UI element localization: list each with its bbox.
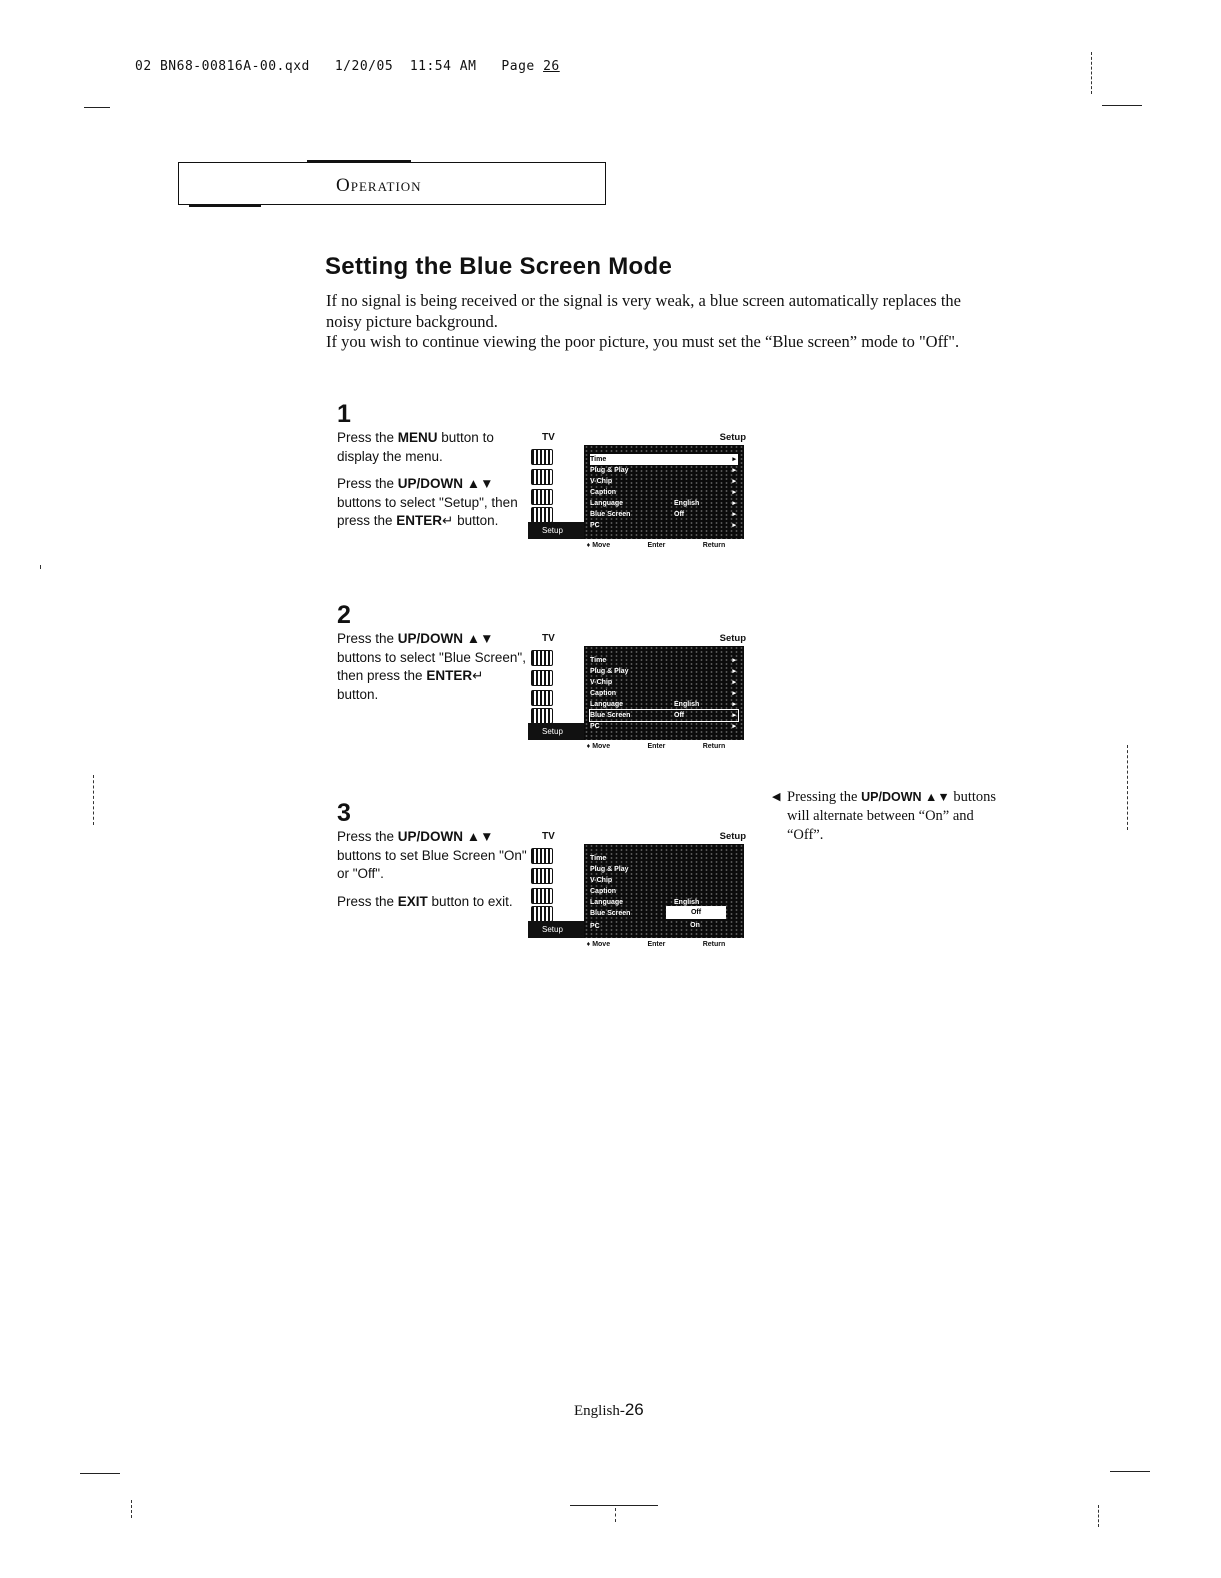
osd-tv-label: TV — [542, 831, 555, 842]
osd-setup-label: Setup — [719, 432, 746, 443]
step-3-number: 3 — [337, 799, 351, 827]
osd-footer-move: ♦ Move — [586, 743, 611, 750]
picture-icon — [531, 650, 553, 666]
osd-item-pc: PC ▸ — [590, 522, 736, 529]
crop-mark — [84, 107, 110, 108]
sound-icon — [531, 888, 553, 904]
osd-item-vchip: V-Chip ▸ — [590, 679, 736, 686]
osd-item-pc: PC — [590, 923, 600, 930]
osd-item-time: Time ▸ — [590, 456, 736, 463]
osd-screenshot-3 — [528, 831, 760, 957]
osd-item-blue-screen: Blue Screen Off ▸ — [590, 511, 736, 518]
osd-screenshot-1 — [528, 432, 760, 558]
osd-footer-enter: Enter — [647, 743, 666, 750]
page-title: Setting the Blue Screen Mode — [325, 253, 673, 280]
crop-mark — [1102, 105, 1142, 106]
osd-footer-move: ♦ Move — [586, 941, 611, 948]
print-header — [135, 59, 560, 74]
osd-item-caption: Caption ▸ — [590, 489, 736, 496]
osd-setup-label: Setup — [719, 633, 746, 644]
osd-setup-tab: Setup — [528, 522, 584, 539]
osd-option-on: On — [690, 922, 700, 929]
osd-item-language: Language English ▸ — [590, 701, 736, 708]
section-header — [178, 162, 606, 205]
pointer-triangle-icon: ◀ — [772, 791, 781, 803]
osd-item-time: Time — [590, 855, 607, 862]
osd-item-caption: Caption — [590, 888, 617, 895]
step-1-instruction-1: Press the MENU button to display the menu. — [337, 430, 494, 464]
osd-footer-return: Return — [702, 743, 726, 750]
crop-mark — [615, 1508, 616, 1522]
up-down-key: UP/DOWN ▲▼ — [397, 631, 494, 646]
enter-key: ENTER — [396, 513, 443, 528]
osd-item-blue-screen: Blue Screen Off ▸ — [590, 712, 736, 719]
step-3-instruction-1: Press the UP/DOWN ▲▼ buttons to set Blue Screen "On" or "Off". — [337, 829, 527, 881]
channel-icon — [531, 469, 553, 485]
osd-item-vchip: V-Chip — [590, 877, 613, 884]
crop-mark — [570, 1505, 658, 1506]
step-3-instruction-2: Press the EXIT button to exit. — [337, 893, 513, 909]
decorative-rule — [307, 160, 411, 162]
step-1-instruction-2: Press the UP/DOWN ▲▼ buttons to select "Setup", then press the ENTER↵ button. — [337, 476, 518, 528]
osd-setup-tab: Setup — [528, 723, 584, 740]
print-page-label: Page — [501, 59, 535, 74]
print-file: 02 BN68-00816A-00.qxd — [135, 59, 310, 74]
osd-menu-panel — [584, 445, 744, 539]
osd-item-caption: Caption ▸ — [590, 690, 736, 697]
setup-icon — [531, 507, 553, 523]
picture-icon — [531, 449, 553, 465]
osd-menu-panel — [584, 646, 744, 740]
up-down-key: UP/DOWN ▲▼ — [397, 829, 494, 844]
osd-item-plug-play: Plug & Play — [590, 866, 629, 873]
osd-item-language: Language English — [590, 899, 700, 906]
osd-setup-label: Setup — [719, 831, 746, 842]
osd-footer — [568, 743, 744, 750]
section-label: Operation — [336, 175, 422, 196]
step-2-number: 2 — [337, 601, 351, 629]
crop-mark — [80, 1473, 120, 1474]
print-date: 1/20/05 — [334, 59, 394, 74]
sound-icon — [531, 489, 553, 505]
print-time: 11:54 AM — [409, 59, 477, 74]
osd-footer-enter: Enter — [647, 542, 666, 549]
osd-footer-enter: Enter — [647, 941, 666, 948]
menu-key: MENU — [397, 430, 438, 445]
osd-tv-label: TV — [542, 432, 555, 443]
decorative-rule — [189, 205, 261, 207]
step-3-text — [337, 828, 527, 920]
osd-footer-return: Return — [702, 941, 726, 948]
crop-mark — [1091, 52, 1092, 94]
osd-sidebar — [528, 646, 584, 740]
step-1-text — [337, 429, 527, 540]
osd-menu-panel — [584, 844, 744, 938]
osd-item-pc: PC ▸ — [590, 723, 736, 730]
osd-footer-move: ♦ Move — [586, 542, 611, 549]
intro-paragraph-2: If you wish to continue viewing the poor picture, you must set the “Blue screen” mode to "Off". — [326, 332, 960, 351]
setup-icon — [531, 906, 553, 922]
intro-text — [326, 291, 976, 353]
side-note-text: Pressing the UP/DOWN ▲▼ buttons will alternate between “On” and “Off”. — [787, 789, 997, 843]
osd-screenshot-2 — [528, 633, 760, 759]
page-number: English-26 — [574, 1400, 644, 1419]
print-page-num: 26 — [543, 59, 560, 74]
step-2-instruction-1: Press the UP/DOWN ▲▼ buttons to select "Blue Screen", then press the ENTER↵ button. — [337, 631, 526, 702]
osd-sidebar — [528, 445, 584, 539]
picture-icon — [531, 848, 553, 864]
channel-icon — [531, 670, 553, 686]
sound-icon — [531, 690, 553, 706]
osd-tv-label: TV — [542, 633, 555, 644]
osd-option-off: Off — [666, 906, 726, 919]
osd-item-plug-play: Plug & Play ▸ — [590, 467, 736, 474]
osd-footer-return: Return — [702, 542, 726, 549]
osd-item-language: Language English ▸ — [590, 500, 736, 507]
osd-item-vchip: V-Chip ▸ — [590, 478, 736, 485]
crop-mark — [131, 1500, 132, 1518]
crop-mark — [1098, 1505, 1099, 1527]
osd-item-plug-play: Plug & Play ▸ — [590, 668, 736, 675]
crop-mark — [1127, 745, 1128, 830]
crop-mark — [93, 775, 94, 825]
osd-footer — [568, 941, 744, 948]
crop-mark — [40, 565, 41, 569]
channel-icon — [531, 868, 553, 884]
osd-footer — [568, 542, 744, 549]
intro-paragraph-1: If no signal is being received or the signal is very weak, a blue screen automatically replaces the noisy picture background. — [326, 291, 962, 331]
osd-sidebar — [528, 844, 584, 938]
exit-key: EXIT — [397, 893, 428, 909]
osd-item-blue-screen: Blue Screen — [590, 910, 631, 917]
crop-mark — [1110, 1471, 1150, 1472]
osd-setup-tab: Setup — [528, 921, 584, 938]
step-2-text — [337, 630, 527, 713]
enter-icon: ↵ — [442, 513, 454, 528]
enter-icon: ↵ — [472, 668, 484, 683]
setup-icon — [531, 708, 553, 724]
side-note — [772, 788, 1002, 845]
up-down-key: UP/DOWN ▲▼ — [861, 790, 950, 804]
up-down-key: UP/DOWN ▲▼ — [397, 476, 494, 491]
step-1-number: 1 — [337, 400, 351, 428]
enter-key: ENTER — [426, 668, 473, 683]
osd-item-time: Time ▸ — [590, 657, 736, 664]
